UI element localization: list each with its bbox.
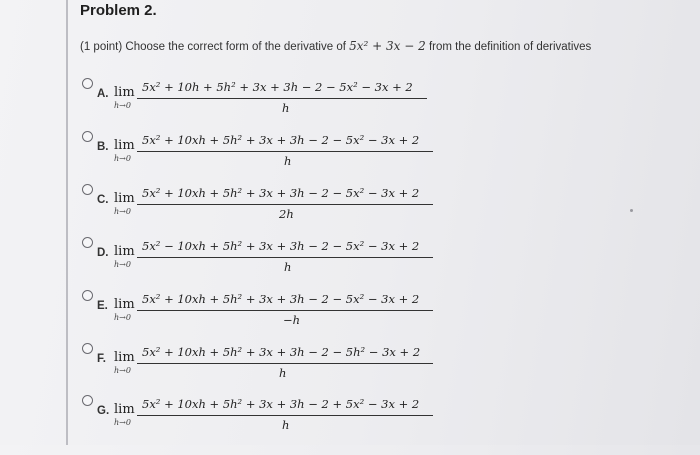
fraction-bar: [137, 151, 433, 152]
answer-option[interactable]: [0, 395, 700, 455]
fraction-numerator: 5x² + 10xh + 5h² + 3x + 3h − 2 + 5x² − 3x + 2: [142, 397, 420, 411]
fraction-bar: [137, 98, 427, 99]
points-label: (1 point): [80, 41, 123, 53]
limit-subscript: h→0: [114, 418, 131, 427]
fraction-denominator: −h: [283, 313, 301, 327]
fraction-numerator: 5x² + 10xh + 5h² + 3x + 3h − 2 − 5x² − 3x + 2: [142, 186, 420, 200]
limit-subscript: h→0: [114, 207, 131, 216]
answer-option[interactable]: [0, 78, 700, 138]
option-letter: F.: [97, 353, 106, 365]
fraction-numerator: 5x² + 10xh + 5h² + 3x + 3h − 2 − 5x² − 3x + 2: [142, 292, 420, 306]
limit-operator: lim: [114, 138, 135, 153]
fraction-denominator: h: [282, 101, 290, 115]
radio-button[interactable]: [82, 343, 93, 354]
answer-option[interactable]: [0, 131, 700, 191]
fraction-bar: [137, 257, 433, 258]
limit-subscript: h→0: [114, 366, 131, 375]
option-letter: E.: [97, 300, 108, 312]
radio-button[interactable]: [82, 290, 93, 301]
option-letter: B.: [97, 141, 109, 153]
limit-subscript: h→0: [114, 260, 131, 269]
fraction-numerator: 5x² + 10xh + 5h² + 3x + 3h − 2 − 5x² − 3x + 2: [142, 133, 420, 147]
fraction-denominator: h: [284, 260, 292, 274]
fraction-bar: [137, 310, 433, 311]
limit-subscript: h→0: [114, 101, 131, 110]
fraction-denominator: h: [284, 154, 292, 168]
answer-option[interactable]: [0, 343, 700, 403]
question-text-start: Choose the correct form of the derivative of: [125, 41, 346, 53]
stray-mark: [630, 209, 633, 212]
fraction-denominator: h: [279, 366, 287, 380]
fraction-numerator: 5x² + 10h + 5h² + 3x + 3h − 2 − 5x² − 3x + 2: [142, 80, 413, 94]
radio-button[interactable]: [82, 131, 93, 142]
fraction-bar: [137, 415, 433, 416]
option-letter: A.: [97, 88, 109, 100]
limit-operator: lim: [114, 402, 135, 417]
radio-button[interactable]: [82, 237, 93, 248]
fraction-bar: [137, 204, 433, 205]
fraction-denominator: 2h: [279, 207, 294, 221]
limit-operator: lim: [114, 297, 135, 312]
problem-prompt: [80, 39, 591, 53]
problem-title: Problem 2.: [80, 2, 157, 19]
radio-button[interactable]: [82, 184, 93, 195]
limit-operator: lim: [114, 191, 135, 206]
fraction-denominator: h: [282, 418, 290, 432]
function-expression: 5x² + 3x − 2: [349, 39, 426, 53]
option-letter: G.: [97, 405, 110, 417]
fraction-bar: [137, 363, 433, 364]
limit-operator: lim: [114, 350, 135, 365]
answer-option[interactable]: [0, 184, 700, 244]
answer-option[interactable]: [0, 237, 700, 297]
question-text-end: from the definition of derivatives: [428, 41, 592, 53]
limit-subscript: h→0: [114, 313, 131, 322]
fraction-numerator: 5x² − 10xh + 5h² + 3x + 3h − 2 − 5x² − 3x + 2: [142, 239, 420, 253]
radio-button[interactable]: [82, 395, 93, 406]
answer-option[interactable]: [0, 290, 700, 350]
fraction-numerator: 5x² + 10xh + 5h² + 3x + 3h − 2 − 5h² − 3x + 2: [142, 345, 421, 359]
limit-operator: lim: [114, 85, 135, 100]
radio-button[interactable]: [82, 78, 93, 89]
limit-subscript: h→0: [114, 154, 131, 163]
option-letter: C.: [97, 194, 109, 206]
limit-operator: lim: [114, 244, 135, 259]
option-letter: D.: [97, 247, 109, 259]
